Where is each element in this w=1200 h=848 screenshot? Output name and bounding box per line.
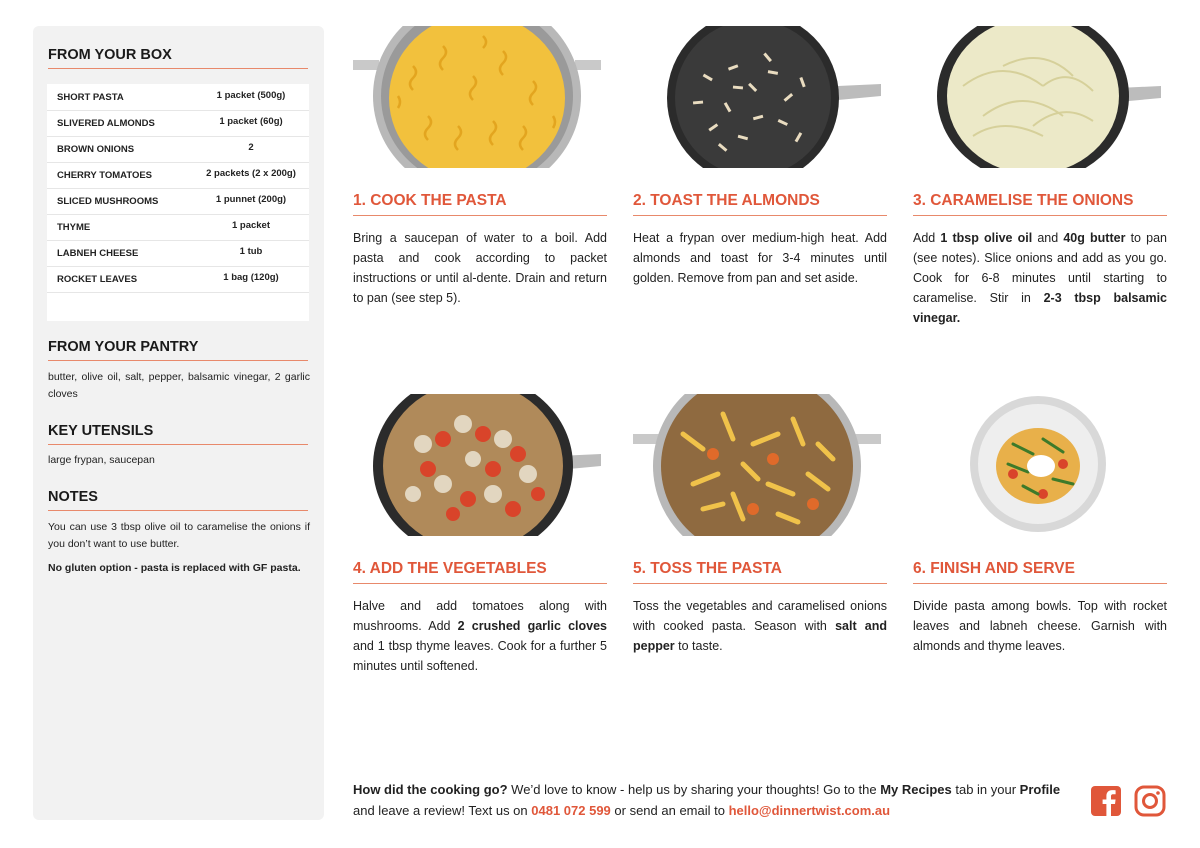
step-6-title: 6. FINISH AND SERVE [913,560,1167,584]
step-6-photo-served-bowl [913,394,1161,536]
gluten-note: No gluten option - pasta is replaced with GF pasta. [48,562,301,574]
ingredient-qty: 2 packets (2 x 200g) [206,168,296,179]
box-title: FROM YOUR BOX [48,47,308,69]
table-row [47,240,309,267]
notes-title: NOTES [48,489,308,511]
ingredients-sidebar [33,26,324,820]
step-1-text: Bring a saucepan of water to a boil. Add pasta and cook according to packet instructions or until al-dente. Drain and return to pan (see step 5). [353,231,607,305]
step-3-photo-onions-frypan [913,26,1161,168]
step-5-photo-pasta-toss-pot [633,394,881,536]
ingredient-name: SLIVERED ALMONDS [57,118,155,129]
step-1-photo-pasta-pot [353,26,601,168]
ingredient-name: BROWN ONIONS [57,144,135,155]
step-5-text: Toss the vegetables and caramelised onions with cooked pasta. Season with salt and pepper to taste. [633,599,887,653]
step-4-text: Halve and add tomatoes along with mushrooms. Add 2 crushed garlic cloves and 1 tbsp thyme leaves. Cook for a further 5 minutes until softened. [353,599,608,673]
ingredient-qty: 1 packet (500g) [216,90,286,101]
step-2-text: Heat a frypan over medium-high heat. Add almonds and toast for 3-4 minutes until golden. Remove from pan and set aside. [633,231,887,285]
step-2-title: 2. TOAST THE ALMONDS [633,192,887,216]
review-footer: How did the cooking go? We’d love to know - help us by sharing your thoughts! Go to the My Recipes tab in your Profile and leave a review! Text us on 0481 072 599 or send an email to hello@dinnertwist.com.au [353,782,1061,818]
step-5-title: 5. TOSS THE PASTA [633,560,887,584]
ingredient-qty: 1 packet [231,220,271,231]
ingredient-qty: 1 bag (120g) [223,272,279,283]
ingredient-name: CHERRY TOMATOES [57,170,153,181]
table-row [47,162,309,189]
step-1-title: 1. COOK THE PASTA [353,192,607,216]
table-row [47,110,309,137]
phone-link[interactable]: 0481 072 599 [531,803,611,818]
pantry-title: FROM YOUR PANTRY [48,339,308,361]
table-row [47,266,309,293]
pantry-text: butter, olive oil, salt, pepper, balsamic vinegar, 2 garlic cloves [48,371,310,400]
ingredient-qty: 1 punnet (200g) [215,194,287,205]
box-ingredients-table [47,84,309,321]
step-2-photo-almonds-frypan [633,26,881,168]
table-row [47,214,309,241]
table-row [47,136,309,163]
step-3-text: Add 1 tbsp olive oil and 40g butter to pan (see notes). Slice onions and add as you go. Cook for 6-8 minutes until starting to caramelise. Stir in 2-3 tbsp balsamic vinegar. [913,231,1167,325]
utensils-title: KEY UTENSILS [48,423,308,445]
instagram-icon[interactable] [1134,785,1166,817]
ingredient-name: SLICED MUSHROOMS [57,196,159,207]
table-row [47,84,309,111]
ingredient-qty: 2 [248,142,254,153]
step-4-title: 4. ADD THE VEGETABLES [353,560,607,584]
ingredient-name: THYME [57,222,91,233]
step-4-photo-vegetables-frypan [353,394,601,536]
ingredient-qty: 1 tub [239,246,263,257]
step-6-text: Divide pasta among bowls. Top with rocket leaves and labneh cheese. Garnish with almonds and thyme leaves. [913,599,1167,653]
table-row [47,188,309,215]
facebook-icon[interactable] [1090,785,1122,817]
email-link[interactable]: hello@dinnertwist.com.au [728,803,891,818]
ingredient-name: SHORT PASTA [57,92,124,103]
utensils-text: large frypan, saucepan [48,454,155,466]
ingredient-qty: 1 packet (60g) [219,116,283,127]
notes-text: You can use 3 tbsp olive oil to caramelise the onions if you don’t want to use butter. [48,521,310,550]
ingredient-name: LABNEH CHEESE [57,248,139,259]
step-3-title: 3. CARAMELISE THE ONIONS [913,192,1167,216]
ingredient-name: ROCKET LEAVES [57,274,138,285]
